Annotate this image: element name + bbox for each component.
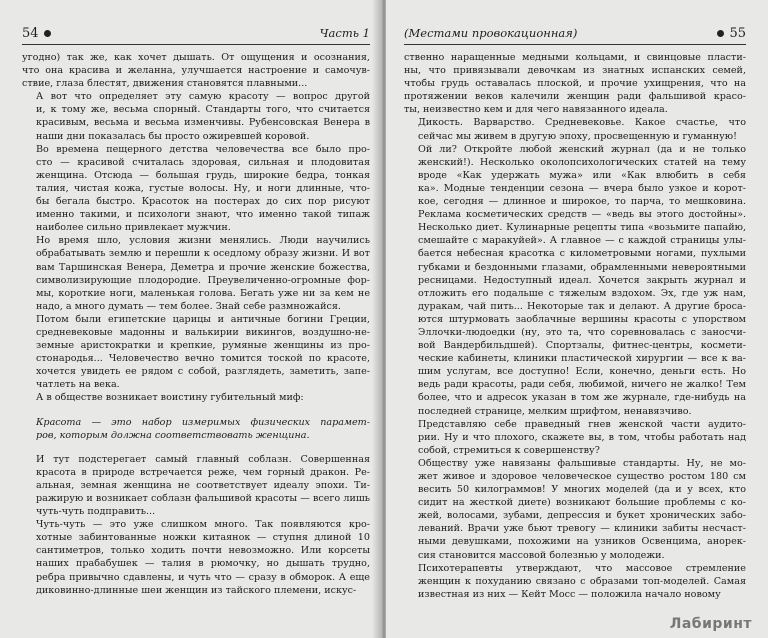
text-line: земные аристократки и крепкие, румяные женщины из про- [36, 340, 370, 352]
text-line: собой, стремиться к совершенству? [418, 444, 600, 456]
text-line: шим услугам, все доступно! Если, конечно, деньги есть. Но [418, 366, 746, 378]
paragraph [22, 416, 370, 442]
text-line: ны, что привязывали девочкам из знатных испанских семей, [404, 65, 746, 77]
text-line: ка». Модные тенденции сезона — вчера было узкое и корот- [418, 182, 746, 194]
paragraph [22, 234, 370, 313]
text-line: ческие кабинеты, клиники пластической хирургии — все к ва- [418, 353, 746, 365]
text-line: А вот что определяет эту самую красоту — вопрос другой [36, 91, 370, 103]
text-line: И тут подстерегает самый главный соблазн. Совершенная [36, 453, 370, 465]
text-line: жей, волосами, зубами, депрессия и букет хронических забо- [418, 510, 746, 522]
text-line: обрабатывать землю и перешли к оседлому образу жизни. И вот [36, 248, 370, 260]
paragraph [22, 313, 370, 392]
text-line: ственно наращенные медными кольцами, и свинцовые пласти- [404, 52, 746, 63]
left-page-text [22, 51, 370, 597]
text-line: Несколько диет. Кулинарные рецепты типа «возьмите папайю, [418, 222, 746, 234]
text-line: бы бегала быстро. Красоток на постерах до сих пор рисуют [36, 196, 370, 208]
text-line: ров, которым должна соответствовать женщина. [36, 429, 310, 441]
text-line: мы, короткие ноги, маленькая голова. Бегать уже ни за кем не [36, 287, 370, 299]
paragraph [22, 453, 370, 518]
text-line: стонародья... Человечество вечно томится тоской по красоте, [36, 353, 370, 365]
text-line: протяжении веков калечили женщин ради фальшивой красо- [404, 91, 746, 103]
text-line: талия, чистая кожа, густые волосы. Ну, и ноги длинные, что- [36, 182, 370, 194]
paragraph [22, 518, 370, 597]
text-line: Дикость. Варварство. Средневековье. Какое счастье, что [418, 117, 746, 129]
right-page [386, 0, 768, 638]
text-line: Реклама косметических средств — «ведь вы этого достойны». [418, 209, 746, 221]
text-line: известная из них — Кейт Мосс — положила начало новому [418, 588, 721, 600]
text-line: Во времена пещерного детства человечества все было про- [36, 143, 370, 155]
text-line: жет живое и здоровое человеческое существо ростом 180 см [418, 471, 746, 482]
paragraph [22, 90, 370, 142]
text-line: Чуть-чуть — это уже слишком много. Так появляются кро- [36, 519, 370, 531]
text-line: бается небесная красотка с километровыми ногами, пухлыми [418, 248, 746, 260]
text-line: ются штурмовать заоблачные вершины красоты с упорством [418, 313, 746, 325]
text-line: диковинно-длинные шеи женщин из тайского племени, искус- [36, 584, 357, 596]
text-line: красота в природе встречается реже, чем горный дракон. Ре- [36, 466, 370, 478]
text-line: Ой ли? Откройте любой женский журнал (да и не только [418, 143, 746, 155]
text-line: именно такими, и психологи знают, что именно такой типаж [36, 209, 370, 221]
text-line: наиболее сильно привлекает мужчин. [36, 222, 231, 234]
text-line: более, что и адресок указан в том же журнале, где-нибудь на [418, 392, 746, 404]
text-line: рии. Ну и что плохого, скажете вы, в том, чтобы работать над [418, 431, 746, 443]
text-line: красивым, весьма и весьма изменчивы. Рубенсовская Венера в [36, 117, 370, 129]
text-line: последней странице, мелким шрифтом, ненавязчиво. [418, 405, 692, 417]
text-line: Обществу уже навязаны фальшивые стандарты. Ну, не мо- [418, 457, 746, 469]
text-line: сто — красивой считалась здоровая, сильная и плодовитая [36, 156, 370, 168]
text-line: сантиметров, только ходить почти невозможно. Или корсеты [36, 545, 370, 557]
text-line: наших прабабушек — талия в рюмочку, но дышать трудно, [36, 558, 370, 570]
text-line: сидит на жесткой диете) возникают большие проблемы с ко- [418, 497, 746, 509]
text-line: средневековые мадонны и валькирии викингов, воздушно-не- [36, 326, 370, 338]
text-line: весить 50 килограммов! У многих моделей (да и у всех, кто [418, 484, 746, 496]
paragraph [404, 116, 746, 142]
right-page-text [404, 51, 746, 601]
paragraph [22, 51, 370, 90]
text-line: Красота — это набор измеримых физических парамет- [36, 416, 370, 428]
text-line: дуракам, чай пить... Некоторые так и делают. А другие броса- [418, 300, 746, 312]
text-line: ными девушками, похожими на узников Освенцима, анорек- [418, 536, 746, 548]
text-line: альная, земная женщина не соответствует идеалу эпохи. Ти- [36, 479, 370, 491]
watermark-logo: Лабиринт [669, 616, 752, 632]
text-line: наши дни показалась бы просто ожиревшей коровой. [36, 130, 310, 142]
text-line: ведь ради красоты, ради себя, любимой, ничего не жалко! Тем [418, 379, 746, 391]
text-line: отложить его подальше с тяжелым вздохом. Эх, где уж нам, [418, 287, 746, 299]
text-line: смешайте с маракуйей». А главное — с каждой страницы улы- [418, 235, 746, 247]
text-line: чтобы грудь оставалась плоской, и прочие ухищрения, что на [404, 78, 746, 90]
text-line: чуть-чуть подправить... [36, 506, 156, 518]
text-line: губками и бездонными глазами, обрамленными невероятными [418, 261, 746, 273]
text-line: сейчас мы живем в другую эпоху, просвещенную и гуманную! [418, 130, 737, 142]
text-line: хочется увидеть ее рядом с собой, разглядеть, заметить, запе- [36, 366, 370, 378]
bullet-dot-icon [44, 30, 51, 37]
text-line: надо, а много думать — тем более. Знай себе размножайся. [36, 300, 341, 312]
text-line: что она красива и желанна, улучшается настроение и самочув- [22, 65, 370, 77]
text-line: Психотерапевты утверждают, что массовое стремление [418, 562, 746, 574]
paragraph [404, 418, 746, 457]
text-line: женщина. Отсюда — большая грудь, широкие бедра, тонкая [36, 169, 370, 181]
text-line: женщин к похуданию связано с образами топ-моделей. Самая [418, 575, 746, 587]
text-line: ресницами. Недоступный идеал. Хочется закрыть журнал и [418, 274, 746, 286]
text-line: Потом были египетские царицы и античные богини Греции, [36, 313, 370, 325]
text-line: кое, сегодня — длинное и широкое, то парча, то мешковина. [418, 196, 746, 208]
bullet-dot-icon [717, 30, 724, 37]
text-line: Эллочки-людоедки (ну, это та, что соревновалась с заносчи- [418, 326, 746, 338]
text-line: Но время шло, условия жизни менялись. Люди научились [36, 235, 370, 247]
text-line: ражирую и возникает соблазн фальшивой красоты — всего лишь [36, 493, 370, 504]
text-line: хотные забинтованные ножки китаянок — ступня длиной 10 [36, 532, 370, 544]
paragraph [404, 143, 746, 418]
paragraph [22, 143, 370, 235]
right-page-header [404, 24, 746, 45]
running-head-left: Часть 1 [319, 26, 370, 40]
paragraph [404, 51, 746, 116]
text-line: леваний. Врачи уже бьют тревогу — клиники забиты несчаст- [418, 523, 746, 535]
text-line: и, к тому же, весьма спорный. Стандарты того, что считается [36, 104, 370, 116]
text-line: вой Вандербильдшей). Спортзалы, фитнес-центры, космети- [418, 340, 746, 352]
text-line: вроде «Как удержать мужа» или «Как влюбить в себя [418, 169, 746, 181]
text-line: ребра привычно сдавлены, и чуть что — сразу в обморок. А еще [36, 571, 370, 583]
text-line: сия становится массовой болезнью у молодежи. [418, 549, 665, 561]
left-page-header [22, 24, 370, 45]
text-line: ствие, глаза блестят, движения становятся плавными... [22, 78, 308, 90]
left-page [0, 0, 382, 638]
text-line: ты, неизвестно кем и для чего навязанного идеала. [404, 104, 668, 116]
text-line: А в обществе возникает воистину губительный миф: [36, 392, 304, 404]
text-line: чатлеть на века. [36, 379, 120, 391]
page-number-left: 54 [22, 26, 51, 41]
page-number-right: 55 [717, 26, 746, 41]
text-line: женский!). Несколько околопсихологических статей на тему [418, 156, 746, 168]
text-line: Представляю себе праведный гнев женской части аудито- [418, 418, 746, 430]
text-line: символизирующие плодородие. Преувеличенно-огромные фор- [36, 274, 370, 286]
paragraph [404, 457, 746, 562]
paragraph [22, 391, 370, 404]
text-line: угодно) так же, как хочет дышать. От ощущения и осознания, [22, 52, 370, 63]
text-line: вам Таршинская Венера, Деметра и прочие женские божества, [36, 261, 370, 273]
paragraph [404, 562, 746, 601]
running-head-right: (Местами провокационная) [404, 26, 578, 40]
